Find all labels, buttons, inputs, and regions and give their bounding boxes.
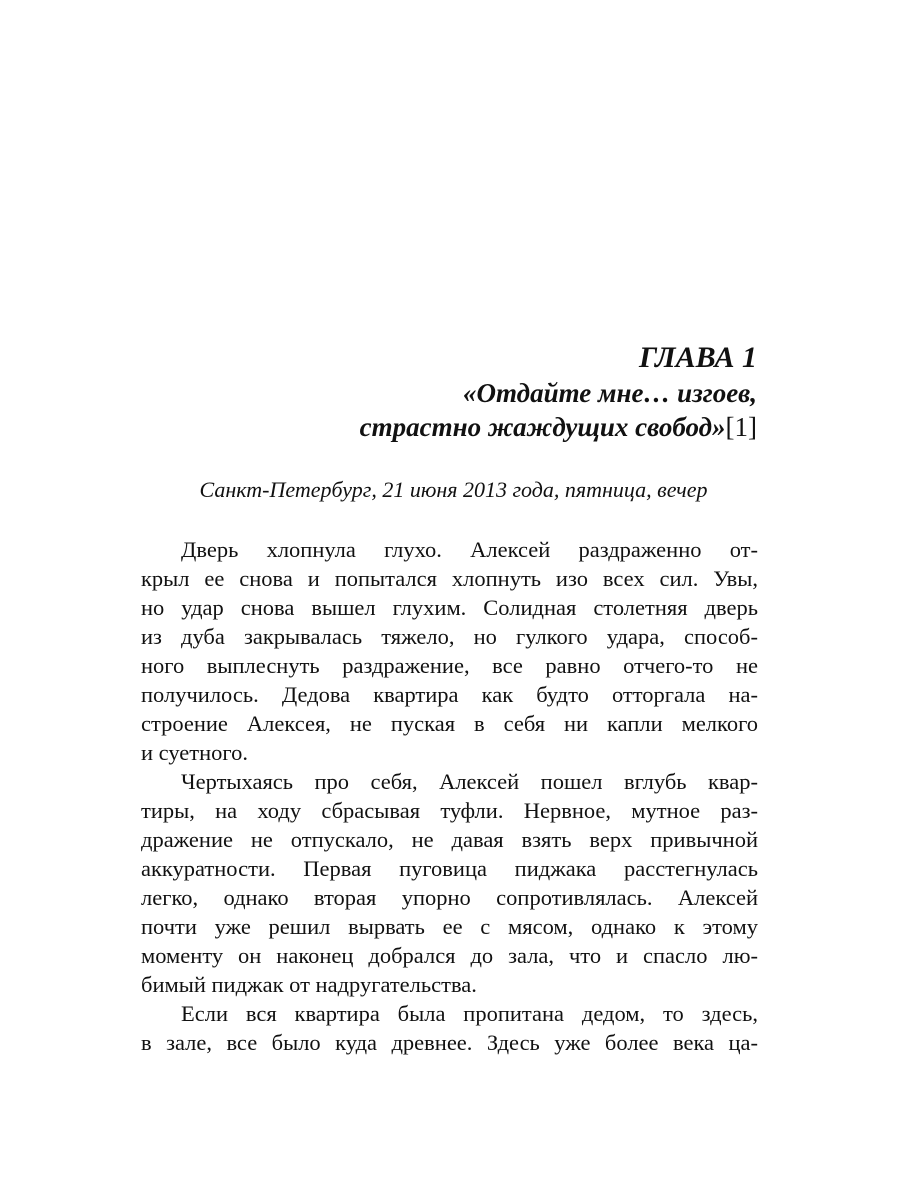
epigraph-line-1: «Отдайте мне… изгоев, — [463, 378, 757, 408]
text-line: тиры, на ходу сбрасывая туфли. Нервное, мутное раз- — [141, 798, 758, 823]
text-line: аккуратности. Первая пуговица пиджака расстегнулась — [141, 856, 758, 881]
text-line: и суетного. — [141, 740, 248, 765]
paragraph-2 — [141, 767, 758, 999]
text-line: Дверь хлопнула глухо. Алексей раздраженно от- — [181, 537, 758, 562]
chapter-title: ГЛАВА 1 — [638, 341, 757, 374]
text-line: строение Алексея, не пуская в себя ни капли мелкого — [141, 711, 758, 736]
epigraph-line-2 — [150, 410, 757, 444]
text-line: Чертыхаясь про себя, Алексей пошел вглубь квар- — [181, 769, 758, 794]
body-text — [141, 535, 758, 1057]
text-line: получилось. Дедова квартира как будто отторгала на- — [141, 682, 758, 707]
epigraph-line-2-text: страстно жаждущих свобод» — [359, 412, 726, 442]
text-line: из дуба закрывалась тяжело, но гулкого удара, способ- — [141, 624, 758, 649]
text-line: бимый пиджак от надругательства. — [141, 972, 477, 997]
text-line: в зале, все было куда древнее. Здесь уже более века ца- — [141, 1030, 758, 1055]
text-line: Если вся квартира была пропитана дедом, то здесь, — [181, 1001, 758, 1026]
text-line: моменту он наконец добрался до зала, что и спасло лю- — [141, 943, 758, 968]
paragraph-1 — [141, 535, 758, 767]
text-line: ного выплеснуть раздражение, все равно отчего-то не — [141, 653, 758, 678]
text-line: но удар снова вышел глухим. Солидная столетняя дверь — [141, 595, 758, 620]
text-line: легко, однако вторая упорно сопротивлялась. Алексей — [141, 885, 758, 910]
paragraph-3 — [141, 999, 758, 1057]
place-date-subtitle: Санкт-Петербург, 21 июня 2013 года, пятница, вечер — [199, 477, 708, 502]
footnote-reference[interactable]: [1] — [725, 412, 757, 442]
chapter-heading — [150, 340, 757, 444]
text-line: дражение не отпускало, не давая взять верх привычной — [141, 827, 758, 852]
text-line: крыл ее снова и попытался хлопнуть изо всех сил. Увы, — [141, 566, 758, 591]
text-line: почти уже решил вырвать ее с мясом, однако к этому — [141, 914, 758, 939]
